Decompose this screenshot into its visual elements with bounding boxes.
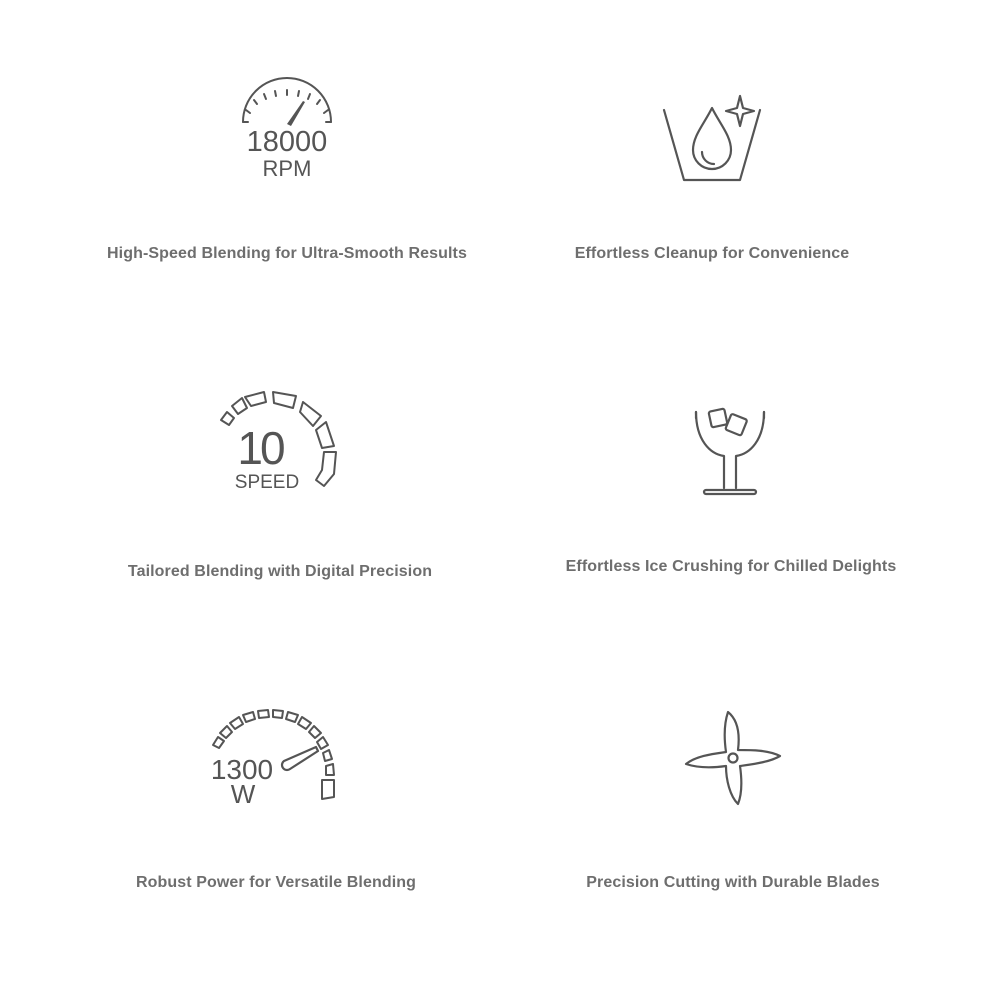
water-drop-basin-icon <box>660 92 765 187</box>
caption-power: Robust Power for Versatile Blending <box>136 874 416 891</box>
caption-ice-crushing: Effortless Ice Crushing for Chilled Delights <box>565 558 897 575</box>
blade-icon <box>684 710 784 808</box>
caption-high-speed: High-Speed Blending for Ultra-Smooth Results <box>107 245 467 262</box>
icon-text-rpm: RPM <box>262 156 312 181</box>
power-gauge-icon <box>210 707 350 807</box>
icon-text-w: W <box>230 779 256 809</box>
caption-blades: Precision Cutting with Durable Blades <box>586 874 880 891</box>
caption-digital-precision: Tailored Blending with Digital Precision <box>127 563 433 580</box>
icon-text-speed: SPEED <box>234 472 300 493</box>
speedometer-icon <box>237 88 337 183</box>
icon-text-18000: 18000 <box>246 126 328 158</box>
ice-glass-icon <box>690 402 770 497</box>
icon-text-10: 10 <box>237 422 283 474</box>
icon-text-1300: 1300 <box>210 754 274 785</box>
caption-cleanup: Effortless Cleanup for Convenience <box>574 245 850 262</box>
speed-dial-icon <box>218 390 343 495</box>
